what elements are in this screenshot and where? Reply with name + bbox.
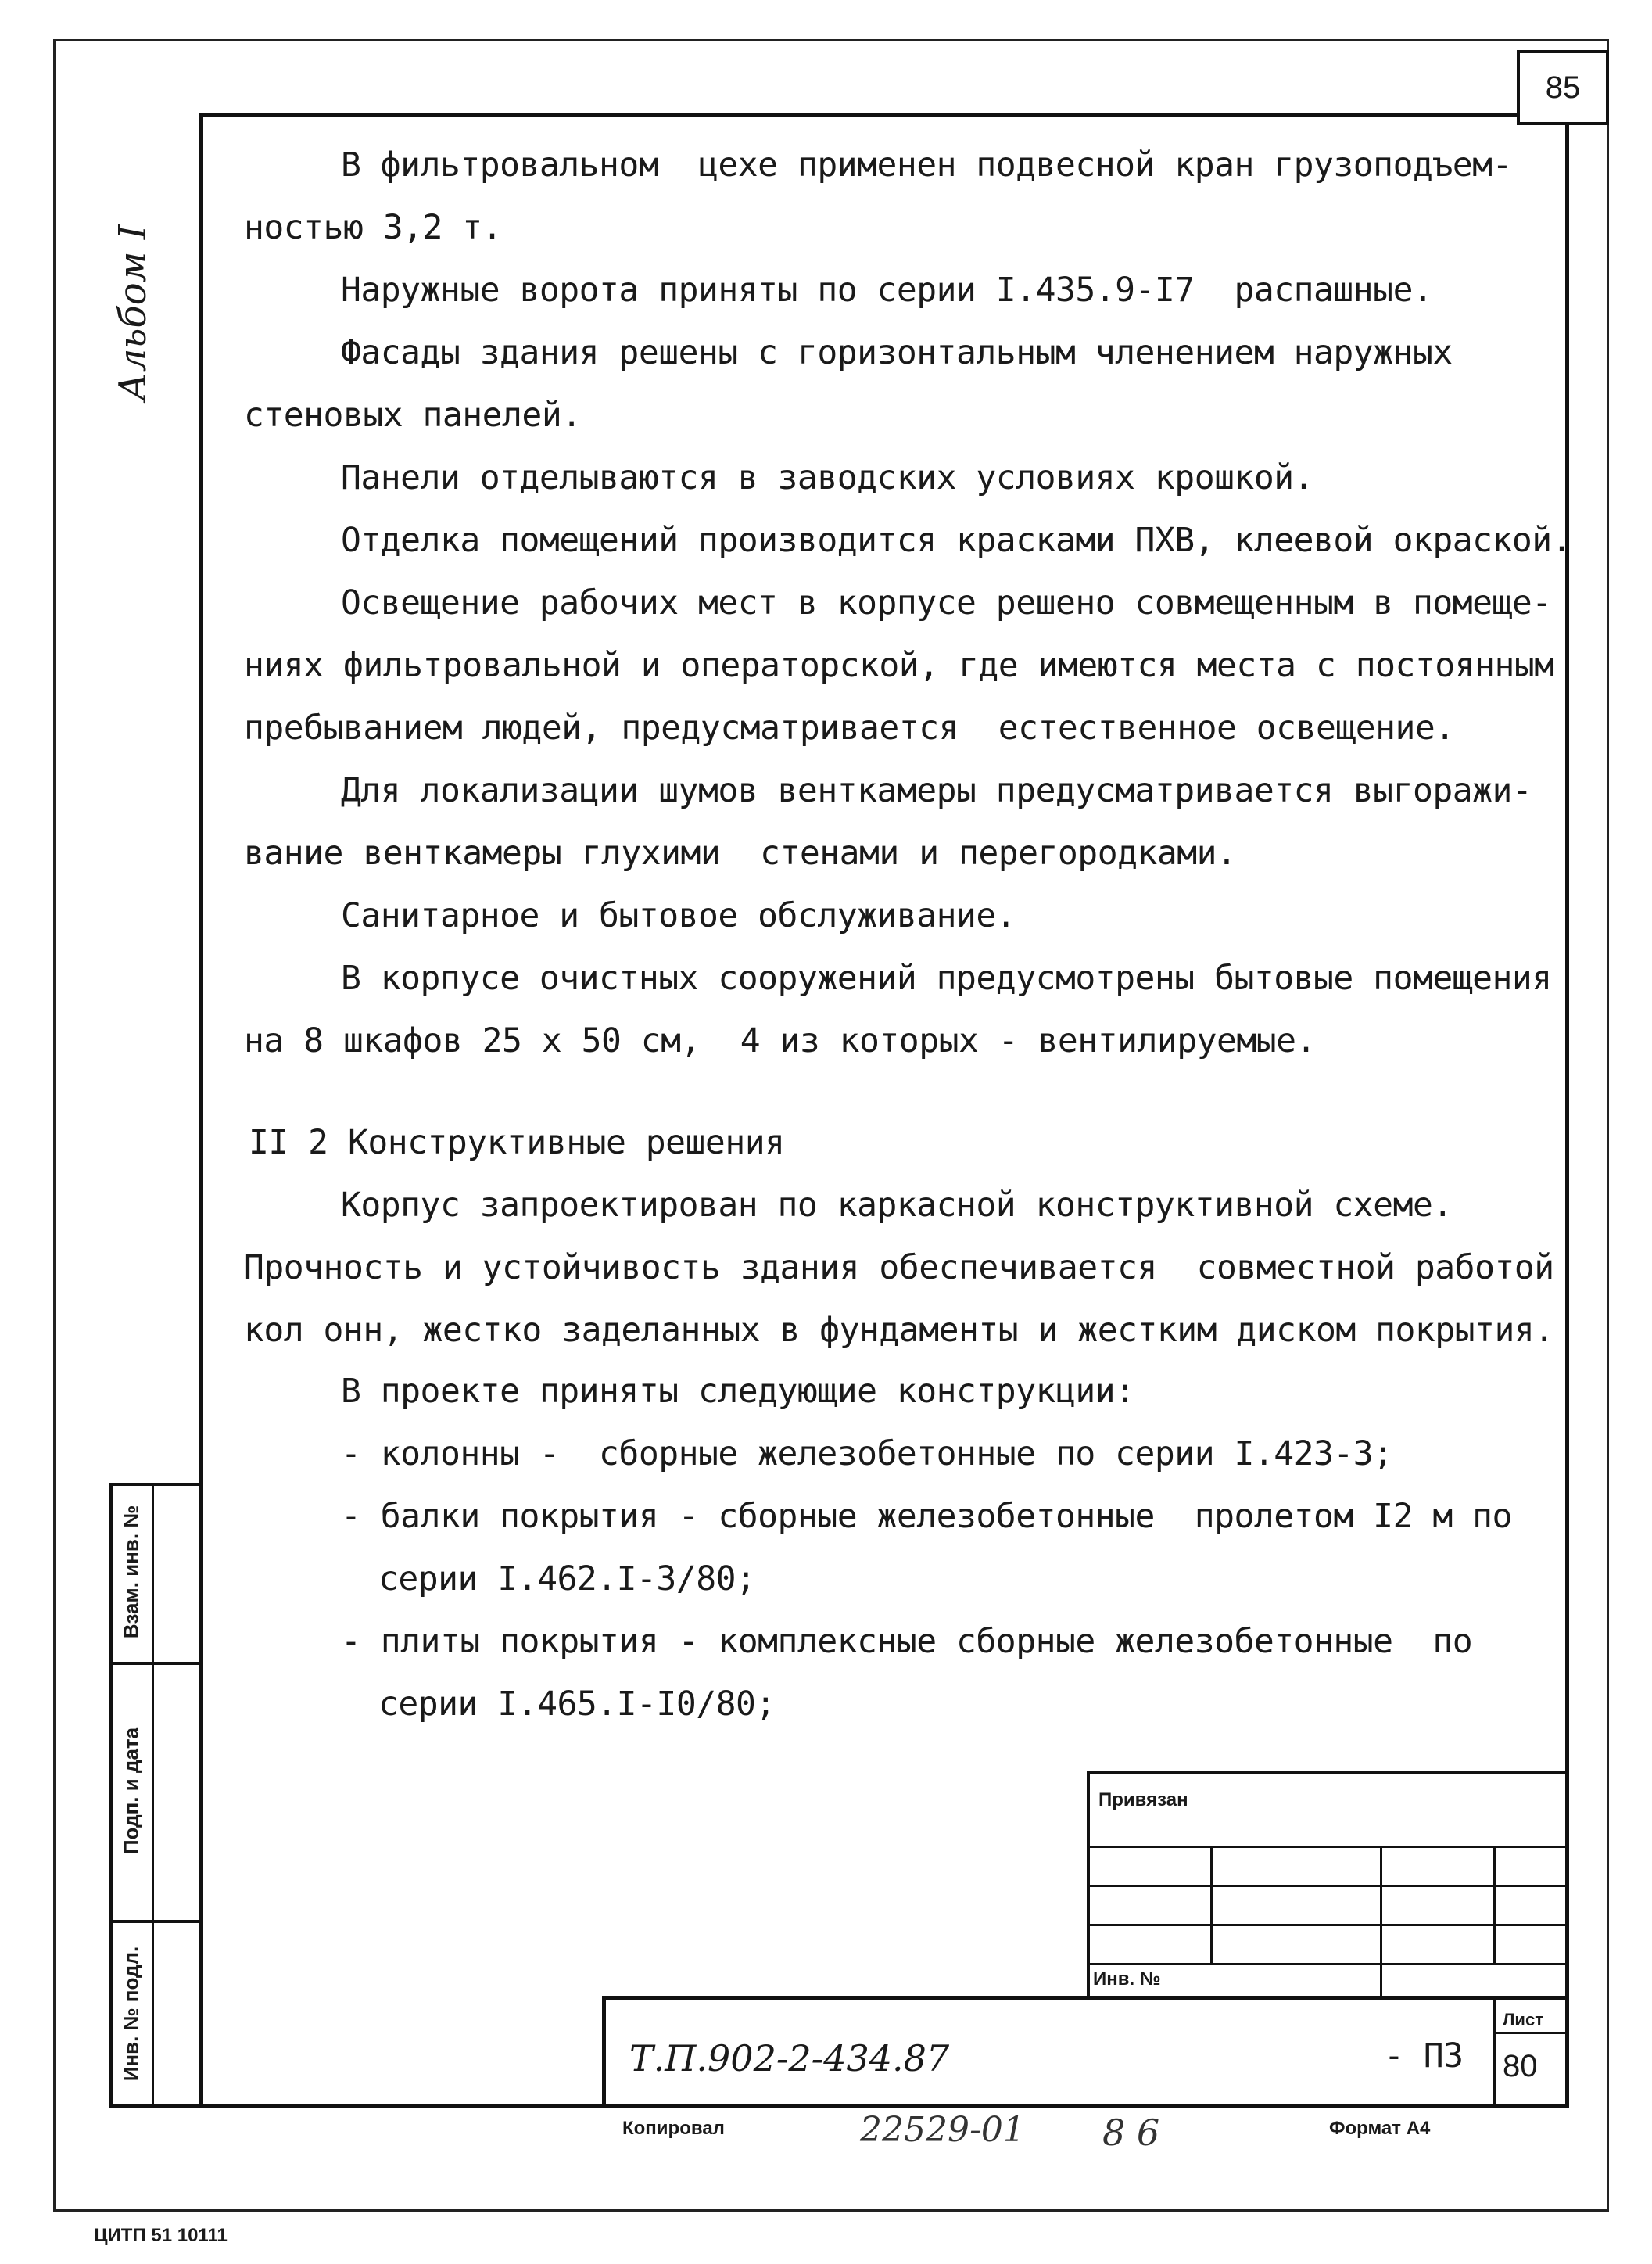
text-line: Корпус запроектирован по каркасной конструктивной схеме.: [341, 1186, 1453, 1225]
text-line: Фасады здания решены с горизонтальным членением наружных: [341, 333, 1453, 372]
text-line: ниях фильтровальной и операторской, где имеются места с постоянным: [244, 646, 1554, 685]
page-number: 85: [1517, 50, 1609, 125]
inv-no-label: Инв. №: [1093, 1968, 1161, 1990]
text-line: вание венткамеры глухими стенами и перегородками.: [244, 834, 1237, 873]
list-label: Лист: [1503, 2010, 1543, 2029]
privyazan-label: Привязан: [1098, 1789, 1188, 1810]
list-item: - балки покрытия - сборные железобетонные пролетом I2 м по: [341, 1497, 1512, 1536]
list-item: - колонны - сборные железобетонные по серии I.423-3;: [341, 1434, 1393, 1473]
side-stamp-divider: [109, 1920, 199, 1923]
list-item: - плиты покрытия - комплексные сборные железобетонные по: [341, 1622, 1473, 1661]
text-line: В фильтровальном цехе применен подвесной кран грузоподъем-: [341, 145, 1512, 185]
title-block-grid: [1087, 1924, 1569, 1926]
title-block-border: [1087, 1771, 1569, 1774]
title-block-border: [602, 1996, 606, 2108]
title-block-grid: [1210, 1846, 1213, 1963]
title-block-grid: [1380, 1846, 1382, 1963]
text-line: Наружные ворота приняты по серии I.435.9-I7 распашные.: [341, 271, 1433, 310]
text-line: серии I.462.I-3/80;: [378, 1559, 756, 1598]
title-block-grid: [1493, 2032, 1569, 2034]
sheet-handwritten: 8 6: [1102, 2112, 1160, 2154]
text-line: ностью 3,2 т.: [244, 208, 503, 247]
text-line: пребыванием людей, предусматривается естественное освещение.: [244, 709, 1455, 748]
text-line: на 8 шкафов 25 х 50 см, 4 из которых - вентилируемые.: [244, 1021, 1316, 1060]
title-block-grid: [1087, 1963, 1569, 1965]
title-block-grid: [1087, 1885, 1569, 1887]
album-label: Альбом I: [111, 224, 155, 401]
footer-print: ЦИТП 51 10111: [94, 2225, 228, 2246]
side-stamp-vzam-inv: Взам. инв. №: [119, 1505, 143, 1639]
text-line: Освещение рабочих мест в корпусе решено совмещенным в помеще-: [341, 583, 1552, 623]
side-stamp-podp-data: Подп. и дата: [119, 1727, 143, 1855]
title-block-grid: [1087, 1846, 1569, 1848]
kopiroval-label: Копировал: [622, 2118, 725, 2139]
order-number: 22529-01: [860, 2110, 1025, 2150]
text-line: Отделка помещений производится красками ПХВ, клеевой окраской.: [341, 521, 1572, 560]
document-code: Т.П.902-2-434.87: [629, 2037, 950, 2079]
text-line: стеновых панелей.: [244, 396, 582, 435]
side-stamp-divider: [109, 1662, 199, 1665]
text-line: Панели отделываются в заводских условиях крошкой.: [341, 458, 1314, 497]
section-heading: II 2 Конструктивные решения: [249, 1123, 785, 1162]
text-line: Прочность и устойчивость здания обеспечивается совместной работой: [244, 1248, 1554, 1287]
text-line: серии I.465.I-I0/80;: [378, 1685, 776, 1724]
title-block-border: [602, 1996, 1569, 2000]
text-line: Санитарное и бытовое обслуживание.: [341, 896, 1016, 935]
text-line: В корпусе очистных сооружений предусмотрены бытовые помещения: [341, 959, 1552, 998]
title-block-grid: [1493, 1996, 1496, 2108]
text-line: Для локализации шумов венткамеры предусматривается выгоражи-: [341, 771, 1532, 810]
title-block-grid: [1493, 1846, 1496, 1963]
text-line: кол онн, жестко заделанных в фундаменты и жестким диском покрытия.: [244, 1311, 1554, 1350]
side-stamp-inv-podl: Инв. № подл.: [119, 1946, 143, 2082]
format-label: Формат А4: [1329, 2118, 1431, 2139]
list-number: 80: [1503, 2049, 1538, 2083]
section-code: - ПЗ: [1384, 2036, 1464, 2076]
title-block-grid: [1380, 1963, 1382, 1998]
side-stamp-divider: [152, 1483, 154, 2108]
text-line: В проекте приняты следующие конструкции:: [341, 1372, 1135, 1411]
